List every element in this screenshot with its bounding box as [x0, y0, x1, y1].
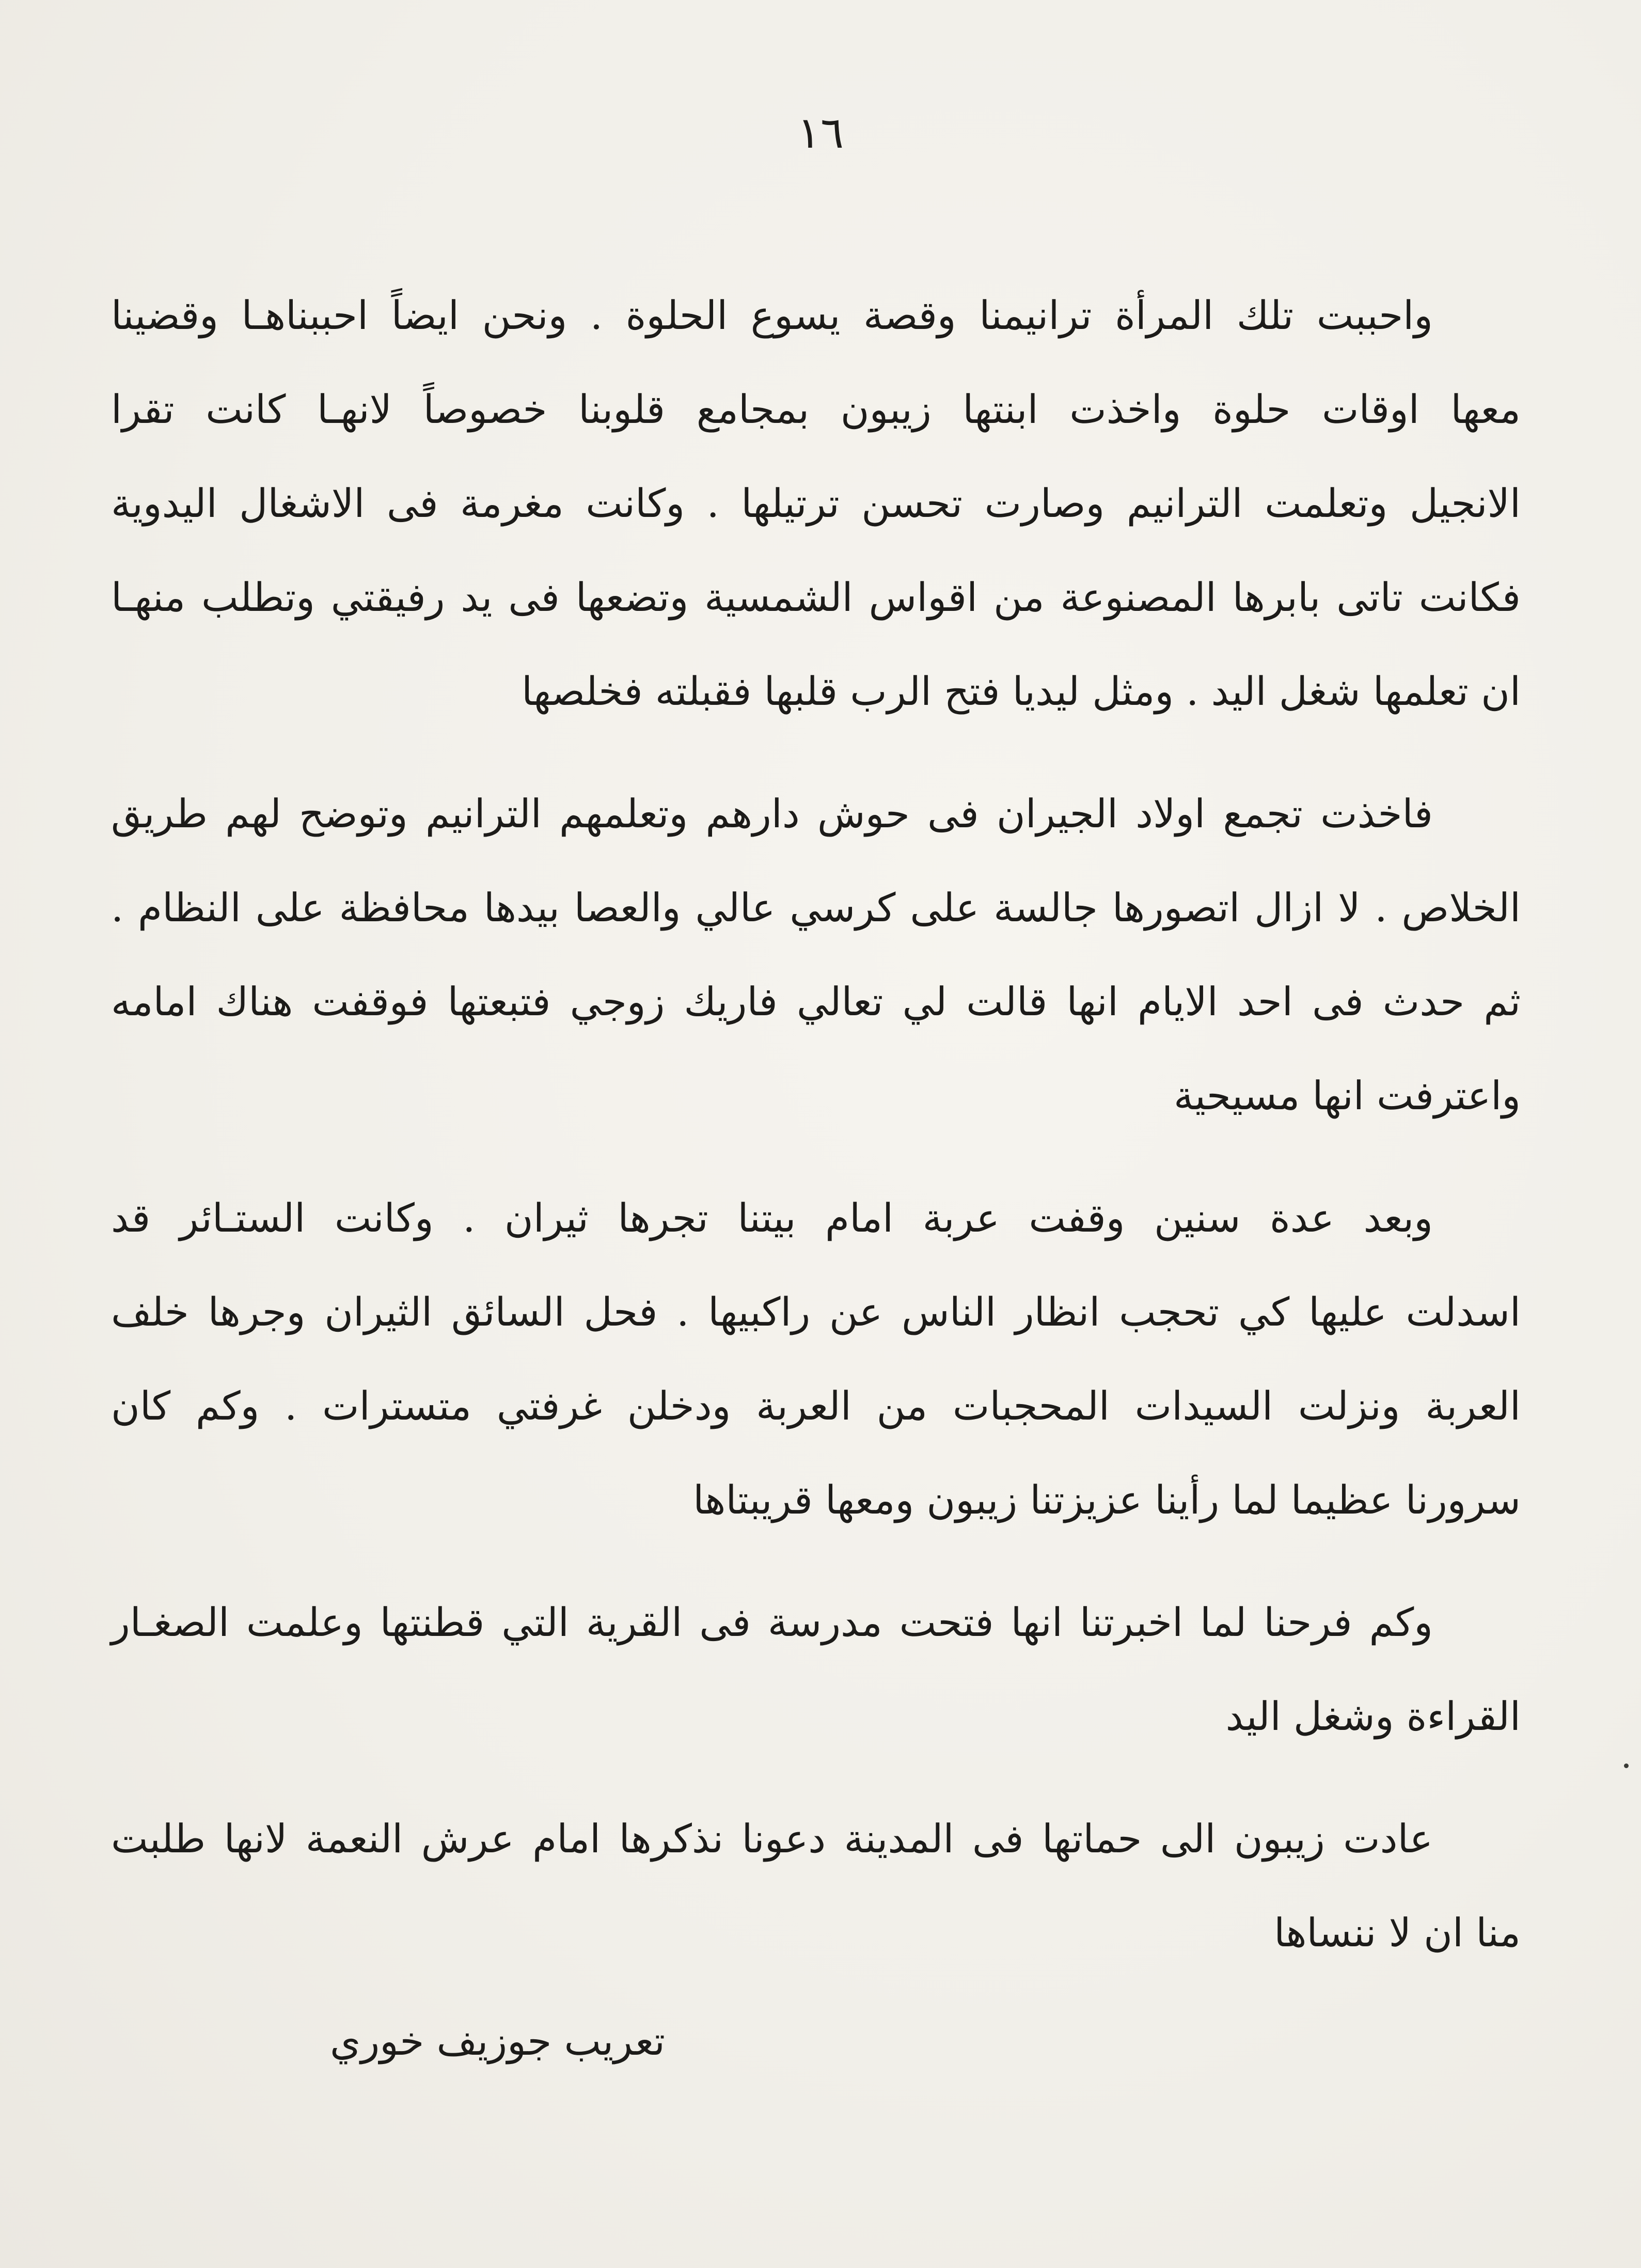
body-text	[111, 269, 1521, 1980]
text-line: معها اوقات حلوة واخذت ابنتها زيبون بمجامع قلوبنا خصوصاً لانهـا كانت تقرا	[111, 386, 1521, 432]
page-number: ١٦	[797, 107, 844, 158]
paper-speck	[1624, 1763, 1629, 1768]
text-line: منا ان لا ننساها	[1274, 1910, 1521, 1956]
translator-credit: تعريب جوزيف خوري	[329, 2018, 665, 2064]
text-line: سرورنا عظيما لما رأينا عزيزتنا زيبون ومعها قريبتاها	[693, 1477, 1521, 1523]
text-line: الانجيل وتعلمت الترانيم وصارت تحسن ترتيلها . وكانت مغرمة فى الاشغال اليدوية	[111, 480, 1521, 526]
text-line: واحببت تلك المرأة ترانيمنا وقصة يسوع الحلوة . ونحن ايضاً احببناهـا وقضينا	[111, 292, 1433, 338]
text-line: الخلاص . لا ازال اتصورها جالسة على كرسي عالي والعصا بيدها محافظة على النظام .	[111, 885, 1521, 931]
text-line: فاخذت تجمع اولاد الجيران فى حوش دارهم وتعلمهم الترانيم وتوضح لهم طريق	[111, 791, 1433, 837]
text-line: العربة ونزلت السيدات المحجبات من العربة ودخلن غرفتي متسترات . وكم كان	[111, 1383, 1521, 1429]
text-line: ان تعلمها شغل اليد . ومثل ليديا فتح الرب قلبها فقبلته فخلصها	[522, 668, 1521, 714]
paragraph	[111, 269, 1521, 738]
paragraph	[111, 1576, 1521, 1763]
text-line: وكم فرحنا لما اخبرتنا انها فتحت مدرسة فى القرية التي قطنتها وعلمت الصغـار	[111, 1599, 1433, 1645]
text-line: عادت زيبون الى حماتها فى المدينة دعونا نذكرها امام عرش النعمة لانها طلبت	[111, 1816, 1433, 1862]
text-line: اسدلت عليها كي تحجب انظار الناس عن راكبيها . فحل السائق الثيران وجرها خلف	[111, 1289, 1521, 1335]
text-line: ثم حدث فى احد الايام انها قالت لي تعالي فاريك زوجي فتبعتها فوقفت هناك امامه	[111, 979, 1521, 1025]
text-line: فكانت تاتى بابرها المصنوعة من اقواس الشمسية وتضعها فى يد رفيقتي وتطلب منهـا	[111, 574, 1521, 620]
text-line: القراءة وشغل اليد	[1225, 1693, 1521, 1739]
paragraph	[111, 767, 1521, 1143]
paragraph	[111, 1792, 1521, 1980]
text-line: واعترفت انها مسيحية	[1174, 1073, 1521, 1119]
paragraph	[111, 1171, 1521, 1547]
text-line: وبعد عدة سنين وقفت عربة امام بيتنا تجرها ثيران . وكانت الستـائر قد	[111, 1195, 1433, 1241]
